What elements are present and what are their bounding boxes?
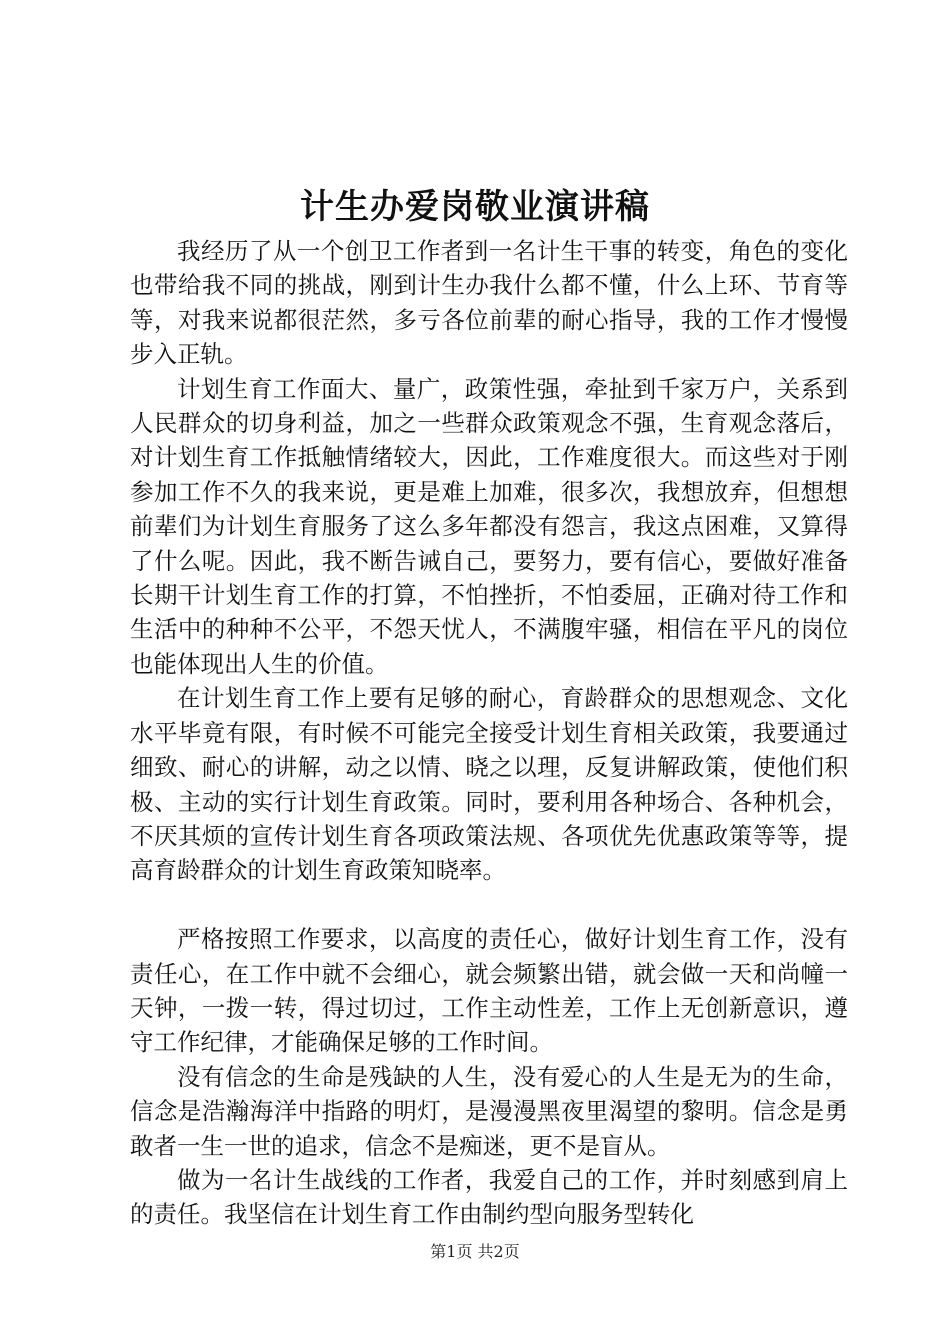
paragraph-1: 我经历了从一个创卫工作者到一名计生干事的转变，角色的变化也带给我不同的挑战，刚到计生办我什么都不懂，什么上环、节育等等，对我来说都很茫然，多亏各位前辈的耐心指导，我的工作才慢慢步入正轨。 (130, 237, 848, 369)
paragraph-spacer (130, 888, 848, 922)
document-title: 计生办爱岗敬业演讲稿 (300, 187, 650, 227)
paragraph-3: 在计划生育工作上要有足够的耐心，育龄群众的思想观念、文化水平毕竟有限，有时候不可能完全接受计划生育相关政策，我要通过细致、耐心的讲解，动之以情、晓之以理，反复讲解政策，使他们积极、主动的实行计划生育政策。同时，要利用各种场合、各种机会，不厌其烦的宣传计划生育各项政策法规、各项优先优惠政策等等，提高育龄群众的计划生育政策知晓率。 (130, 684, 848, 885)
paragraph-2: 计划生育工作面大、量广，政策性强，牵扯到千家万户，关系到人民群众的切身利益，加之一些群众政策观念不强，生育观念落后，对计划生育工作抵触情绪较大，因此，工作难度很大。而这些对于刚参加工作不久的我来说，更是难上加难，很多次，我想放弃，但想想前辈们为计划生育服务了这么多年都没有怨言，我这点困难，又算得了什么呢。因此，我不断告诫自己，要努力，要有信心，要做好准备长期干计划生育工作的打算，不怕挫折，不怕委屈，正确对待工作和生活中的种种不公平，不怨天忧人，不满腹牢骚，相信在平凡的岗位也能体现出人生的价值。 (130, 374, 848, 678)
paragraph-6: 做为一名计生战线的工作者，我爱自己的工作，并时刻感到肩上的责任。我坚信在计划生育工作由制约型向服务型转化 (130, 1165, 848, 1229)
paragraph-5: 没有信念的生命是残缺的人生，没有爱心的人生是无为的生命，信念是浩瀚海洋中指路的明灯，是漫漫黑夜里渴望的黎明。信念是勇敢者一生一世的追求，信念不是痴迷，更不是盲从。 (130, 1062, 848, 1160)
paragraph-4: 严格按照工作要求，以高度的责任心，做好计划生育工作，没有责任心，在工作中就不会细心，就会频繁出错，就会做一天和尚幢一天钟，一拨一转，得过切过，工作主动性差，工作上无创新意识，遵守工作纪律，才能确保足够的工作时间。 (130, 925, 848, 1057)
document-body (130, 234, 848, 1232)
page-footer: 第1页 共2页 (430, 1242, 520, 1261)
